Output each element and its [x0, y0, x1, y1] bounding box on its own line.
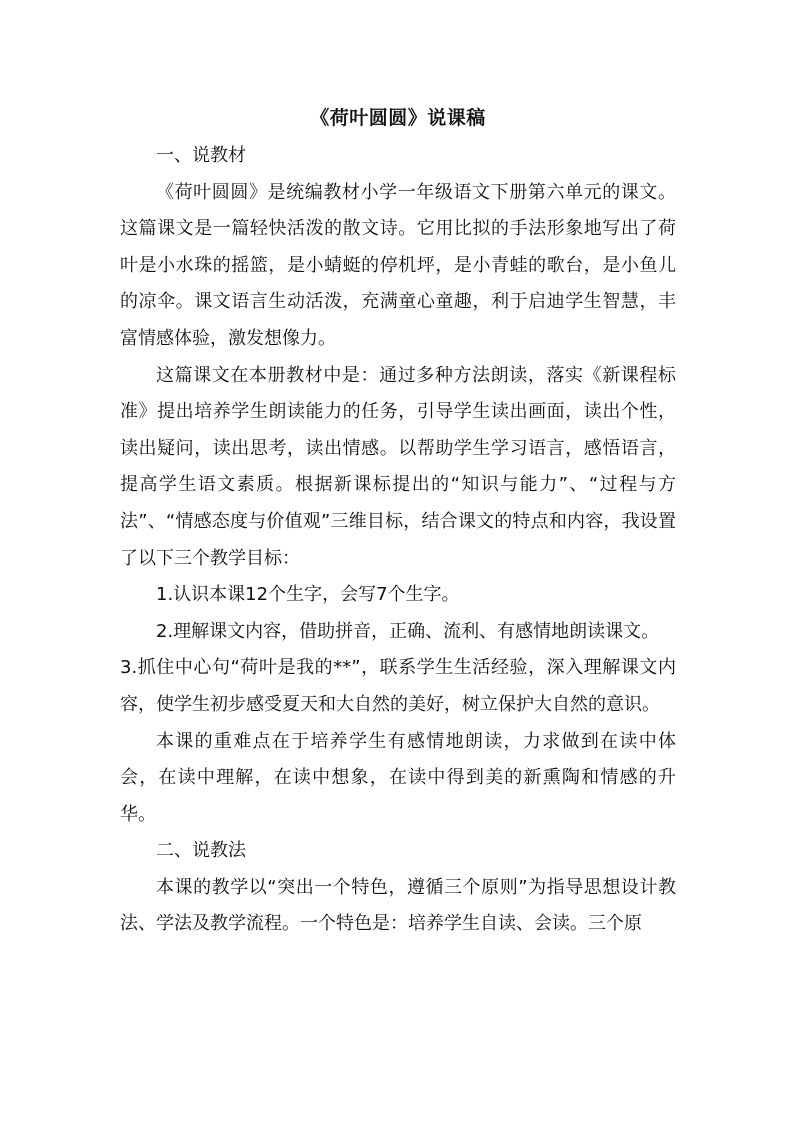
- paragraph-text-key-difficulties: 本课的重难点在于培养学生有感情地朗读，力求做到在读中体会，在读中理解，在读中想象，在读中得到美的新熏陶和情感的升华。: [120, 730, 676, 825]
- objective-item-2: 2.理解课文内容，借助拼音，正确、流利、有感情地朗读课文。: [156, 620, 660, 642]
- document-body: [120, 138, 676, 943]
- objective-item-1: 1.认识本课12个生字，会写7个生字。: [156, 584, 460, 606]
- section-heading-teaching-method: 二、说教法: [156, 840, 246, 862]
- objective-item-3: 3.抓住中心句“荷叶是我的**”，联系学生生活经验，深入理解课文内容，使学生初步感受夏天和大自然的美好，树立保护大自然的意识。: [120, 657, 676, 715]
- paragraph-text-role-in-textbook: 这篇课文在本册教材中是：通过多种方法朗读，落实《新课程标准》提出培养学生朗读能力的任务，引导学生读出画面，读出个性，读出疑问，读出思考，读出情感。以帮助学生学习语言，感悟语言，提高学生语文素质。根据新课标提出的“知识与能力”、“过程与方法”、“情感态度与价值观”三维目标，结合课文的特点和内容，我设置了以下三个教学目标：: [120, 364, 676, 569]
- section-heading-teaching-material: 一、说教材: [156, 145, 246, 166]
- paragraph-text-introduction: 《荷叶圆圆》是统编教材小学一年级语文下册第六单元的课文。这篇课文是一篇轻快活泼的散文诗。它用比拟的手法形象地写出了荷叶是小水珠的摇篮，是小蜻蜓的停机坪，是小青蛙的歌台，是小鱼儿的凉伞。课文语言生动活泼，充满童心童趣，利于启迪学生智慧，丰富情感体验，激发想像力。: [120, 181, 676, 349]
- paragraph-text-teaching-method: 本课的教学以“突出一个特色，遵循三个原则”为指导思想设计教法、学法及教学流程。一个特色是：培养学生自读、会读。三个原: [120, 876, 676, 935]
- document-title: 《荷叶圆圆》说课稿: [310, 107, 486, 129]
